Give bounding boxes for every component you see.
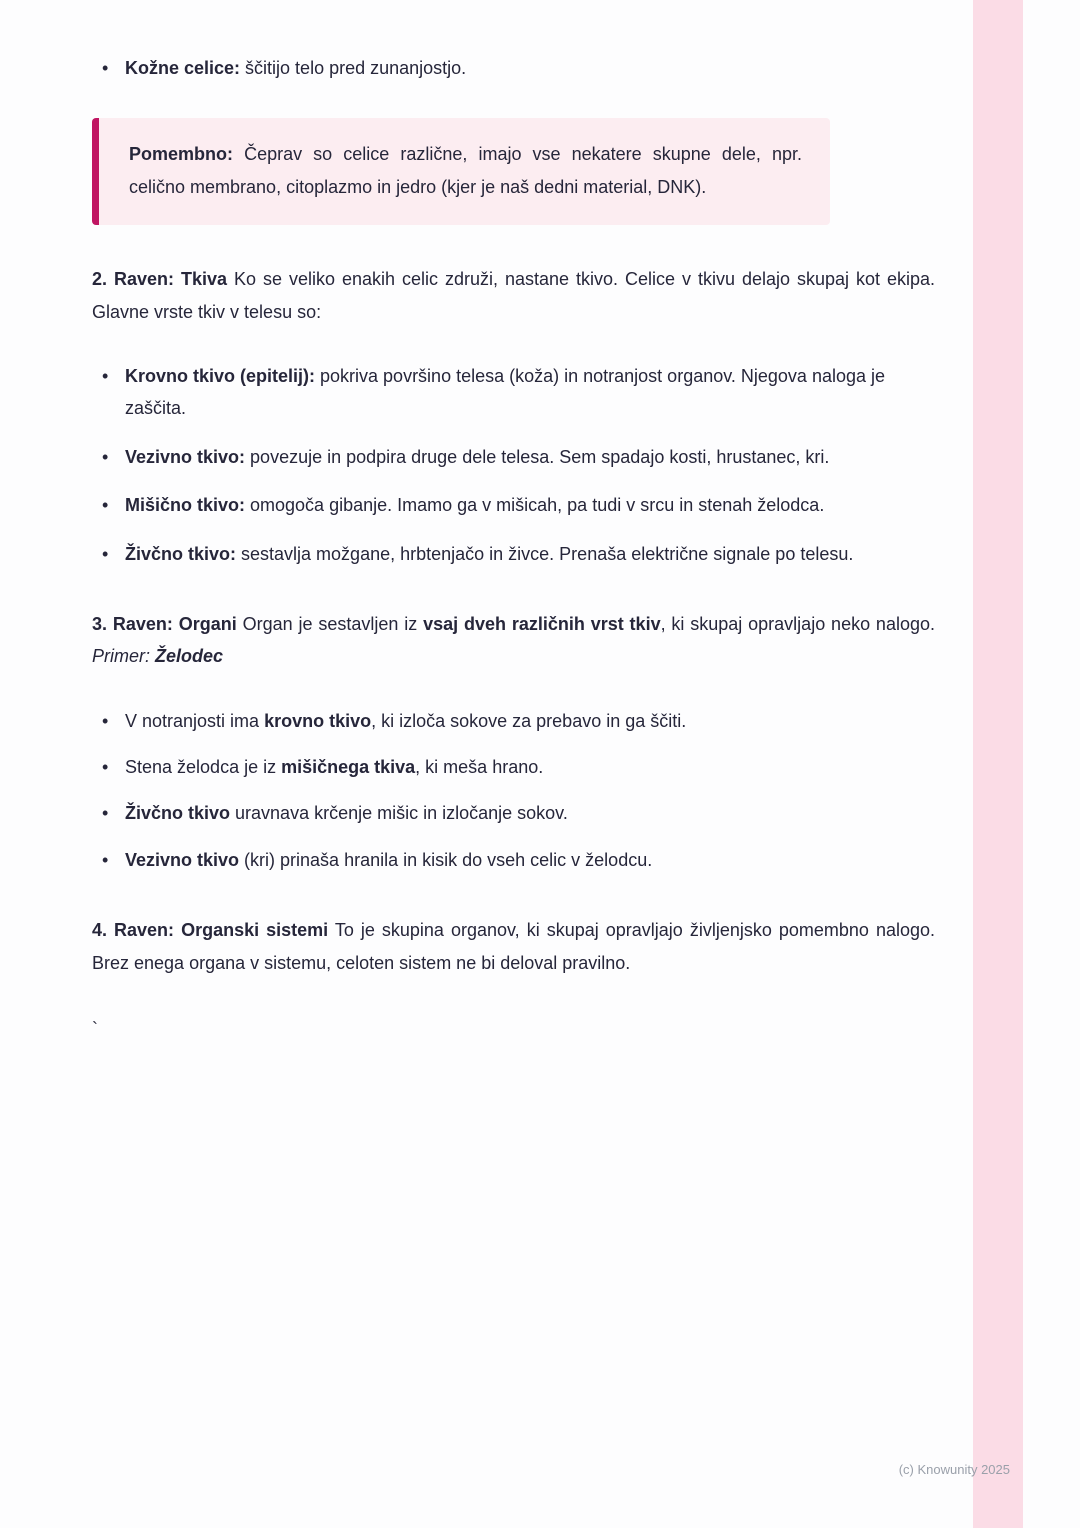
list-item-text: V notranjosti ima — [125, 710, 265, 731]
callout-lead: Pomembno: — [129, 144, 234, 165]
list-item-text: Stena želodca je iz — [125, 757, 282, 778]
paragraph-tissues — [92, 263, 935, 328]
list-item-lead: Krovno tkivo (epitelij): — [125, 365, 316, 386]
page-edge-stripe — [973, 0, 1023, 1528]
important-callout — [92, 118, 830, 225]
list-item-text: , ki meša hrano. — [415, 757, 544, 778]
list-item-text: uravnava krčenje mišic in izločanje sokov. — [230, 803, 568, 824]
list-item-lead: Vezivno tkivo: — [125, 446, 246, 467]
list-item-nervous-tissue — [92, 538, 935, 570]
list-item-skin-cells — [92, 52, 935, 84]
list-item-text: sestavlja možgane, hrbtenjačo in živce. Prenaša električne signale po telesu. — [236, 543, 854, 564]
list-item-text: ščitijo telo pred zunanjostjo. — [240, 58, 467, 78]
organs-text: , ki skupaj opravljajo neko nalogo. — [660, 613, 935, 634]
list-item-text: (kri) prinaša hranila in kisik do vseh celic v želodcu. — [239, 849, 653, 870]
tissue-types-list — [92, 360, 935, 570]
list-item-text: povezuje in podpira druge dele telesa. Sem spadajo kosti, hrustanec, kri. — [245, 446, 830, 467]
list-item-text: , ki izloča sokove za prebavo in ga ščiti. — [371, 710, 687, 731]
callout-text — [129, 138, 802, 203]
list-item-epithelial-tissue — [92, 360, 935, 425]
tissues-heading: 2. Raven: Tkiva — [92, 269, 228, 290]
list-item-stomach-connective — [92, 844, 935, 876]
tissues-text: Ko se veliko enakih celic združi, nastane tkivo. Celice v tkivu delajo skupaj kot ekipa. Glavne vrste tkiv v telesu so: — [92, 269, 935, 322]
list-item-lead: Živčno tkivo: — [125, 543, 237, 564]
stomach-tissues-list — [92, 705, 935, 877]
list-item-bold: Vezivno tkivo — [125, 849, 240, 870]
organs-example-value: Želodec — [155, 646, 224, 667]
document-content — [92, 52, 935, 1045]
organ-systems-text: To je skupina organov, ki skupaj opravljajo življenjsko pomembno nalogo. Brez enega organa v sistemu, celoten sistem ne bi deloval pravilno. — [92, 920, 935, 973]
list-item-text: omogoča gibanje. Imamo ga v mišicah, pa tudi v srcu in stenah želodca. — [245, 495, 825, 516]
stray-backtick: ` — [92, 1019, 98, 1040]
list-item-lead: Mišično tkivo: — [125, 495, 246, 516]
list-item-muscle-tissue — [92, 489, 935, 521]
organs-bold-phrase: vsaj dveh različnih vrst tkiv — [423, 613, 661, 634]
organs-heading: 3. Raven: Organi — [92, 613, 237, 634]
paragraph-organs — [92, 608, 935, 673]
list-item-bold: krovno tkivo — [264, 710, 372, 731]
list-item-stomach-epithelial — [92, 705, 935, 737]
skin-cells-list — [92, 52, 935, 84]
paragraph-organ-systems — [92, 914, 935, 979]
list-item-stomach-muscle — [92, 751, 935, 783]
list-item-lead: Kožne celice: — [125, 58, 241, 78]
list-item-stomach-nervous — [92, 797, 935, 829]
list-item-text: pokriva površino telesa (koža) in notranjost organov. Njegova naloga je zaščita. — [125, 365, 886, 419]
callout-body: Čeprav so celice različne, imajo vse nekatere skupne dele, npr. celično membrano, citoplazmo in jedro (kjer je naš dedni material, DNK). — [129, 144, 802, 197]
organs-text: Organ je sestavljen iz — [236, 613, 424, 634]
organ-systems-heading: 4. Raven: Organski sistemi — [92, 920, 329, 941]
list-item-bold: Živčno tkivo — [125, 803, 231, 824]
list-item-bold: mišičnega tkiva — [281, 757, 416, 778]
copyright-footer: (c) Knowunity 2025 — [898, 1462, 1010, 1477]
list-item-connective-tissue — [92, 441, 935, 473]
organs-example-label: Primer: — [92, 646, 155, 667]
